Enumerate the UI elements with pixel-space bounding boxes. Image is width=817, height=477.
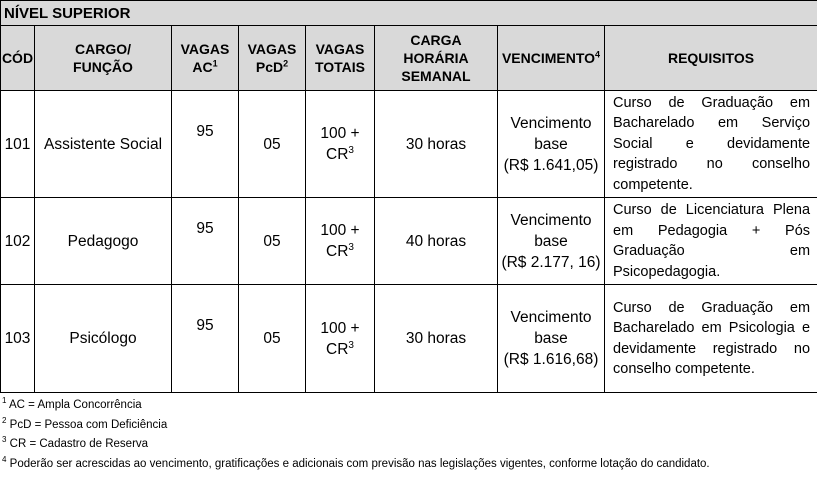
cell-vagas-totais: 100 + $CR^3$ — [306, 198, 375, 285]
header-carga-horaria: CARGA HORÁRIA SEMANAL — [375, 26, 498, 91]
cell-cargo: Pedagogo — [35, 198, 172, 285]
cell-vagas-totais: 100 + $CR^3$ — [306, 91, 375, 198]
table-row — [1, 285, 817, 393]
table-row — [1, 198, 817, 285]
cell-cod: 101 — [1, 91, 35, 198]
header-requisitos: REQUISITOS — [605, 26, 817, 91]
cell-vagas-ac: 95 — [172, 91, 239, 198]
footnote: $^3$ CR = Cadastro de Reserva — [2, 435, 149, 450]
cell-cargo: Psicólogo — [35, 285, 172, 393]
header-vencimento: VENCIMENTO$^4$ — [498, 26, 605, 91]
header-cargo: CARGO/ FUNÇÃO — [35, 26, 172, 91]
cell-vencimento: Vencimento base (R$ 1.641,05) — [498, 91, 605, 198]
cell-carga: 30 horas — [375, 285, 498, 393]
cell-vagas-pcd: 05 — [239, 198, 306, 285]
cell-requisitos: Curso de Licenciatura Plena em Pedagogia + Pós Graduação em Psicopedagogia. — [605, 198, 817, 285]
cell-carga: 30 horas — [375, 91, 498, 198]
section-title: NÍVEL SUPERIOR — [1, 1, 817, 26]
footnotes — [2, 396, 710, 474]
header-vagas-ac: VAGAS $AC^1$ — [172, 26, 239, 91]
header-vagas-totais: VAGAS TOTAIS — [306, 26, 375, 91]
cell-cargo: Assistente Social — [35, 91, 172, 198]
cell-requisitos: Curso de Graduação em Bacharelado em Serviço Social e devidamente registrado no conselho competente. — [605, 91, 817, 198]
cell-vagas-pcd: 05 — [239, 91, 306, 198]
header-cod: CÓD — [1, 26, 35, 91]
cell-cod: 102 — [1, 198, 35, 285]
footnote: $^1$ AC = Ampla Concorrência — [2, 396, 142, 411]
cell-vagas-pcd: 05 — [239, 285, 306, 393]
footnote: $^4$ Poderão ser acrescidas ao vencimento, gratificações e adicionais com previsão nas legislações vigentes, conforme lotação do candidato. — [2, 454, 710, 470]
footnote: $^2$ PcD = Pessoa com Deficiência — [2, 415, 168, 431]
table-header-row — [1, 26, 817, 91]
header-vagas-pcd: VAGAS PcD$^2$ — [239, 26, 306, 91]
table-row — [1, 91, 817, 198]
cell-vencimento: Vencimento base (R$ 1.616,68) — [498, 285, 605, 393]
cell-carga: 40 horas — [375, 198, 498, 285]
cell-vagas-ac: 95 — [172, 285, 239, 393]
cell-vencimento: Vencimento base (R$ 2.177, 16) — [498, 198, 605, 285]
cell-vagas-totais: 100 + $CR^3$ — [306, 285, 375, 393]
cell-vagas-ac: 95 — [172, 198, 239, 285]
cell-requisitos: Curso de Graduação em Bacharelado em Psicologia e devidamente registrado no conselho competente. — [605, 285, 817, 393]
cell-cod: 103 — [1, 285, 35, 393]
